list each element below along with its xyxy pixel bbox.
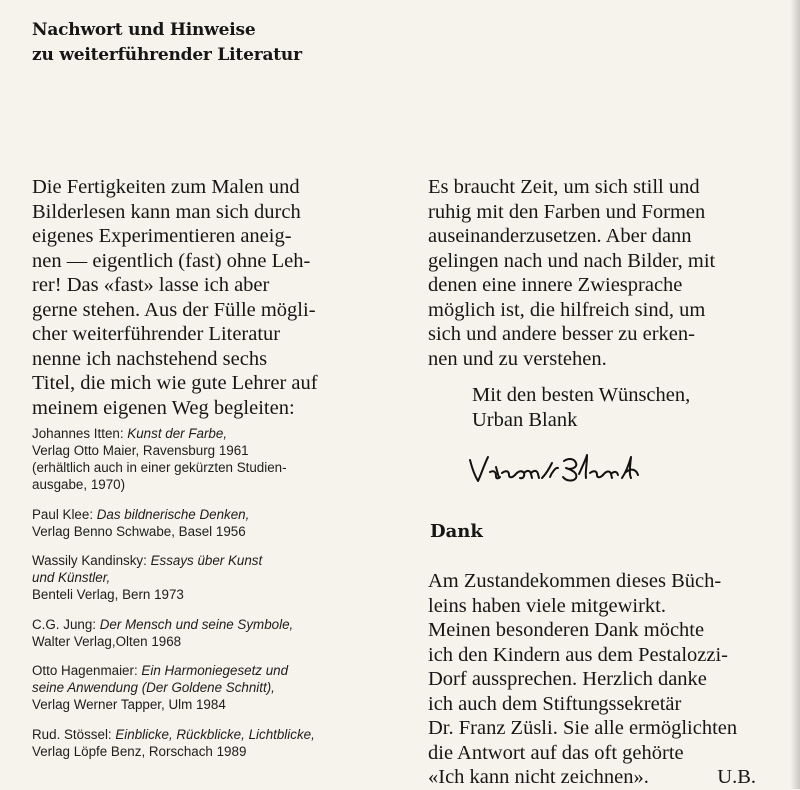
text-line: «Ich kann nicht zeichnen». [428, 766, 649, 788]
text-line: denen eine innere Zwiesprache [428, 274, 683, 296]
reference-line: Verlag Löpfe Benz, Rorschach 1989 [32, 743, 247, 759]
text-line: Meinen besonderen Dank möchte [428, 619, 705, 641]
greeting-line: Mit den besten Wünschen, [472, 384, 691, 406]
reference-line: ausgabe, 1970) [32, 477, 126, 492]
reference-line: Walter Verlag,Olten 1968 [32, 633, 182, 649]
reference-entry [32, 726, 412, 760]
text-line: ich den Kindern aus dem Pestalozzi- [428, 643, 729, 666]
reference-author: C.G. Jung: [32, 616, 100, 632]
text-line: Es braucht Zeit, um sich still und [428, 176, 700, 198]
reference-line: (erhältlich auch in einer gekürzten Studien- [32, 460, 287, 475]
reference-entry [32, 506, 412, 540]
text-line: Titel, die mich wie gute Lehrer auf [32, 372, 318, 394]
reference-entry [32, 552, 412, 603]
reference-title: Einblicke, Rückblicke, Lichtblicke, [115, 726, 315, 742]
reference-entry [32, 662, 412, 713]
text-line: ruhig mit den Farben und Formen [428, 200, 706, 223]
reference-list [32, 425, 412, 772]
reference-line: Benteli Verlag, Bern 1973 [32, 587, 184, 602]
text-line: Dorf aussprechen. Herzlich danke [428, 668, 707, 690]
reference-author: Wassily Kandinsky: [32, 553, 151, 568]
reference-title: Kunst der Farbe, [127, 426, 228, 441]
handwritten-signature [466, 448, 681, 493]
author-name: Urban Blank [472, 408, 578, 431]
text-line: rer! Das «fast» lasse ich aber [32, 274, 270, 296]
section-heading [32, 18, 302, 68]
reference-title: Das bildnerische Denken, [96, 506, 250, 522]
page-edge-shadow [790, 0, 800, 789]
text-line: Die Fertigkeiten zum Malen und [32, 176, 300, 198]
text-line: cher weiterführender Literatur [32, 323, 281, 345]
text-line: möglich ist, die hilfreich sind, um [428, 298, 706, 321]
text-line: leins haben viele mitgewirkt. [428, 594, 666, 617]
reference-line: Verlag Werner Tapper, Ulm 1984 [32, 697, 226, 712]
closing-paragraph [428, 175, 773, 371]
text-line: ich auch dem Stiftungssekretär [428, 692, 682, 715]
text-line: nenne ich nachstehend sechs [32, 347, 268, 370]
text-line: Dr. Franz Züsli. Sie alle ermöglichten [428, 717, 738, 739]
text-line: Bilderlesen kann man sich durch [32, 200, 301, 223]
text-line-last [428, 765, 780, 790]
reference-line: Verlag Benno Schwabe, Basel 1956 [32, 523, 246, 539]
reference-title-continued: seine Anwendung (Der Goldene Schnitt), [32, 680, 275, 695]
reference-title-continued: und Künstler, [32, 570, 111, 585]
text-line: Am Zustandekommen dieses Büch- [428, 570, 722, 592]
intro-paragraph [32, 175, 402, 420]
reference-title: Der Mensch und seine Symbole, [99, 616, 294, 632]
reference-title: Essays über Kunst [150, 553, 263, 568]
acknowledgement-paragraph [428, 569, 780, 790]
reference-entry [32, 616, 412, 650]
heading-line-2: zu weiterführender Literatur [32, 45, 302, 65]
heading-line-1: Nachwort und Hinweise [32, 20, 256, 40]
reference-author: Rud. Stössel: [32, 726, 116, 742]
reference-entry [32, 425, 412, 493]
acknowledgement-heading: Dank [430, 521, 483, 542]
greeting [472, 383, 690, 432]
reference-title: Ein Harmoniegesetz und [141, 663, 289, 678]
reference-line: Verlag Otto Maier, Ravensburg 1961 [32, 443, 249, 458]
reference-author: Johannes Itten: [32, 426, 128, 441]
author-initials: U.B. [717, 766, 756, 788]
text-line: die Antwort auf das oft gehörte [428, 741, 684, 764]
text-line: eigenes Experimentieren aneig- [32, 225, 292, 247]
text-line: auseinanderzusetzen. Aber dann [428, 225, 692, 247]
text-line: nen und zu verstehen. [428, 347, 607, 370]
text-line: meinem eigenen Weg begleiten: [32, 396, 295, 419]
reference-author: Otto Hagenmaier: [32, 663, 142, 678]
text-line: sich und andere besser zu erken- [428, 323, 695, 345]
text-line: gelingen nach und nach Bilder, mit [428, 249, 716, 272]
reference-author: Paul Klee: [32, 506, 97, 522]
text-line: nen — eigentlich (fast) ohne Leh- [32, 249, 311, 272]
text-line: gerne stehen. Aus der Fülle mögli- [32, 298, 316, 321]
